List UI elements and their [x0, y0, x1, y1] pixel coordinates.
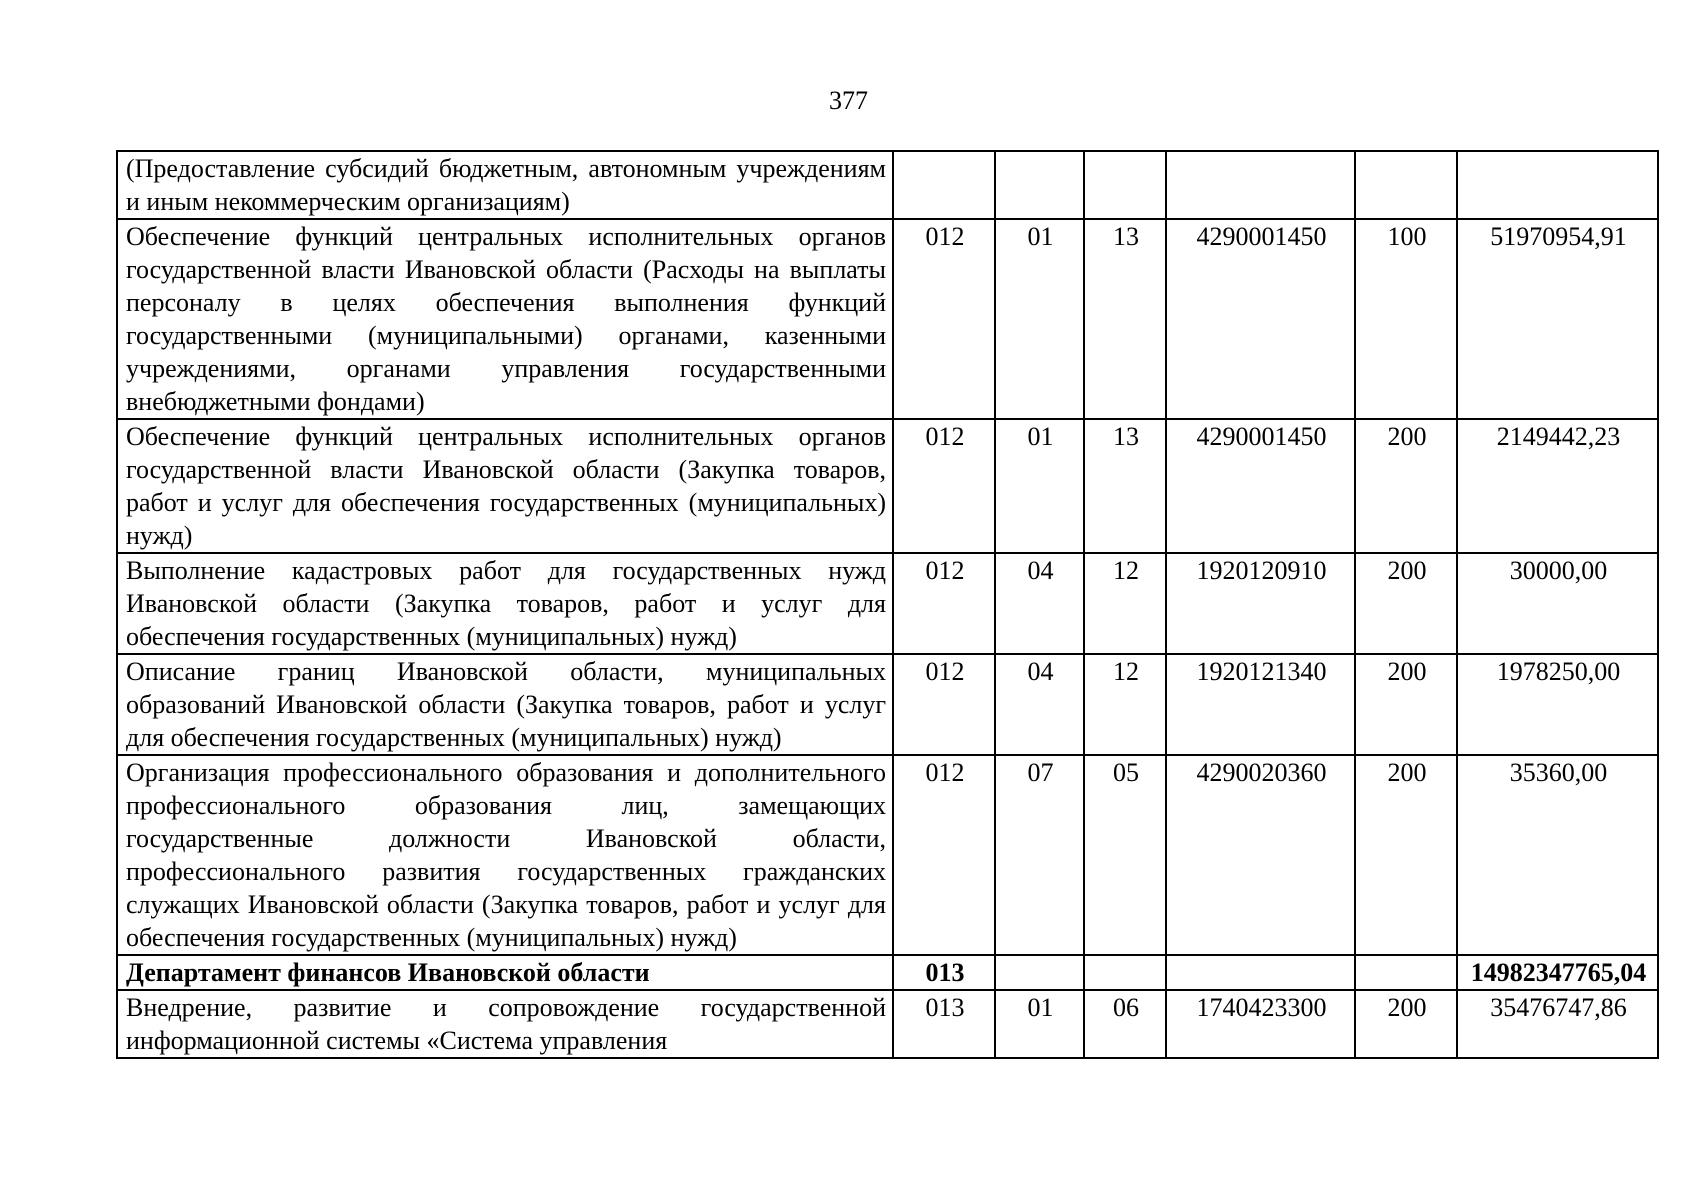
row-gr-code — [893, 151, 995, 219]
row-target-code: 1920121340 — [1166, 654, 1355, 755]
row-section-code: 04 — [995, 553, 1084, 654]
table-row — [117, 219, 1658, 419]
row-expense-type: 200 — [1355, 990, 1457, 1058]
row-expense-type: 200 — [1355, 654, 1457, 755]
row-gr-code: 012 — [893, 419, 995, 553]
row-section-code: 01 — [995, 219, 1084, 419]
row-description: Внедрение, развитие и сопровождение государственной информационной системы «Система управления — [117, 990, 893, 1058]
budget-table-body — [117, 151, 1658, 1058]
row-description: Организация профессионального образования и дополнительного профессионального образования лиц, замещающих государственные должности Ивановской области, профессионального развития государственных гражданских служащих Ивановской области (Закупка товаров, работ и услуг для обеспечения государственных (муниципальных) нужд) — [117, 755, 893, 955]
row-description: Описание границ Ивановской области, муниципальных образований Ивановской области (Закупка товаров, работ и услуг для обеспечения государственных (муниципальных) нужд) — [117, 654, 893, 755]
row-expense-type — [1355, 955, 1457, 990]
row-subsection-code — [1084, 151, 1166, 219]
row-target-code — [1166, 151, 1355, 219]
row-description: (Предоставление субсидий бюджетным, автономным учреждениям и иным некоммерческим организациям) — [117, 151, 893, 219]
row-description: Выполнение кадастровых работ для государственных нужд Ивановской области (Закупка товаров, работ и услуг для обеспечения государственных (муниципальных) нужд) — [117, 553, 893, 654]
row-target-code: 1920120910 — [1166, 553, 1355, 654]
table-row — [117, 755, 1658, 955]
row-sum: 30000,00 — [1457, 553, 1658, 654]
row-subsection-code: 13 — [1084, 219, 1166, 419]
row-sum: 35476747,86 — [1457, 990, 1658, 1058]
row-section-code: 04 — [995, 654, 1084, 755]
row-section-code: 07 — [995, 755, 1084, 955]
row-sum: 35360,00 — [1457, 755, 1658, 955]
row-gr-code: 013 — [893, 955, 995, 990]
page-number: 377 — [829, 86, 868, 115]
row-expense-type: 200 — [1355, 553, 1457, 654]
row-target-code: 1740423300 — [1166, 990, 1355, 1058]
row-target-code: 4290001450 — [1166, 219, 1355, 419]
row-subsection-code: 06 — [1084, 990, 1166, 1058]
table-row — [117, 654, 1658, 755]
table-row-department — [117, 955, 1658, 990]
row-sum: 51970954,91 — [1457, 219, 1658, 419]
row-expense-type: 100 — [1355, 219, 1457, 419]
row-section-code: 01 — [995, 419, 1084, 553]
row-subsection-code: 13 — [1084, 419, 1166, 553]
row-subsection-code: 12 — [1084, 553, 1166, 654]
row-gr-code: 012 — [893, 219, 995, 419]
row-section-code: 01 — [995, 990, 1084, 1058]
row-subsection-code: 05 — [1084, 755, 1166, 955]
budget-table — [116, 150, 1659, 1059]
row-gr-code: 012 — [893, 755, 995, 955]
row-expense-type — [1355, 151, 1457, 219]
row-description: Обеспечение функций центральных исполнительных органов государственной власти Ивановской области (Закупка товаров, работ и услуг для обеспечения государственных (муниципальных) нужд) — [117, 419, 893, 553]
row-section-code — [995, 955, 1084, 990]
table-row — [117, 419, 1658, 553]
table-row — [117, 990, 1658, 1058]
row-subsection-code: 12 — [1084, 654, 1166, 755]
row-sum: 14982347765,04 — [1457, 955, 1658, 990]
table-row — [117, 151, 1658, 219]
row-target-code: 4290020360 — [1166, 755, 1355, 955]
row-sum — [1457, 151, 1658, 219]
row-subsection-code — [1084, 955, 1166, 990]
row-description: Обеспечение функций центральных исполнительных органов государственной власти Ивановской области (Расходы на выплаты персоналу в целях обеспечения выполнения функций государственными (муниципальными) органами, казенными учреждениями, органами управления государственными внебюджетными фондами) — [117, 219, 893, 419]
row-description: Департамент финансов Ивановской области — [117, 955, 893, 990]
row-gr-code: 013 — [893, 990, 995, 1058]
table-row — [117, 553, 1658, 654]
row-expense-type: 200 — [1355, 419, 1457, 553]
row-sum: 2149442,23 — [1457, 419, 1658, 553]
row-target-code: 4290001450 — [1166, 419, 1355, 553]
row-target-code — [1166, 955, 1355, 990]
row-section-code — [995, 151, 1084, 219]
row-sum: 1978250,00 — [1457, 654, 1658, 755]
row-gr-code: 012 — [893, 654, 995, 755]
row-gr-code: 012 — [893, 553, 995, 654]
row-expense-type: 200 — [1355, 755, 1457, 955]
